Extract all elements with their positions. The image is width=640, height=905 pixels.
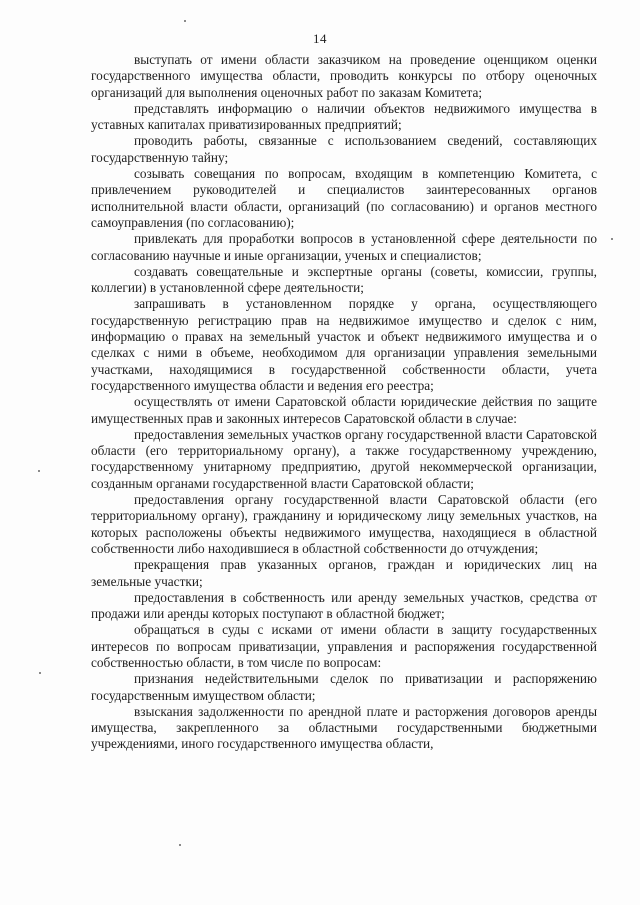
paragraph: предоставления органу государственной власти Саратовской области (его территориальному органу), гражданину и юридическому лицу земельных участков, на которых расположены объекты недвижимого имущества, находящиеся в областной собственности либо находившиеся в областной собственности до отчуждения; [91, 492, 597, 556]
paragraph: созывать совещания по вопросам, входящим в компетенцию Комитета, с привлечением руководителей и специалистов заинтересованных органов исполнительной власти области, организаций (по согласованию) и органов местного самоуправления (по согласованию); [91, 166, 597, 230]
paragraph: создавать совещательные и экспертные органы (советы, комиссии, группы, коллегии) в установленной сфере деятельности; [91, 263, 597, 296]
paragraph: обращаться в суды с исками от имени области в защиту государственных интересов по вопросам приватизации, управления и распоряжения государственной собственностью области, в том числе по вопросам: [91, 622, 597, 670]
paragraph: запрашивать в установленном порядке у органа, осуществляющего государственную регистрацию прав на недвижимое имущество и сделок с ним, информацию о правах на земельный участок и объект недвижимого имущества и о сделках с ними в объеме, необходимом для организации управления земельными участками, находящимися в государственной собственности области, учета государственного имущества области и ведения его реестра; [91, 296, 597, 393]
scan-speck [179, 844, 181, 846]
paragraph: признания недействительными сделок по приватизации и распоряжению государственным имуществом области; [91, 671, 597, 703]
paragraph: привлекать для проработки вопросов в установленной сфере деятельности по согласованию научные и иные организации, ученых и специалистов; [91, 231, 597, 263]
paragraph: представлять информацию о наличии объектов недвижимого имущества в уставных капиталах приватизированных предприятий; [91, 100, 597, 133]
scan-speck [38, 470, 40, 472]
document-body [91, 52, 597, 753]
scan-speck [39, 672, 41, 674]
paragraph: осуществлять от имени Саратовской области юридические действия по защите имущественных прав и законных интересов Саратовской области в случае: [91, 394, 597, 426]
scan-speck [184, 20, 186, 22]
paragraph: проводить работы, связанные с использованием сведений, составляющих государственную тайну; [91, 133, 597, 165]
scan-speck [611, 238, 613, 240]
page-number: 14 [313, 31, 327, 46]
paragraph: предоставления земельных участков органу государственной власти Саратовской области (его территориальному органу), а также государственному учреждению, государственному унитарному предприятию, другой некоммерческой организации, созданным органами государственной власти Саратовской области; [91, 426, 597, 491]
paragraph: выступать от имени области заказчиком на проведение оценщиком оценки государственного имущества области, проводить конкурсы по отбору оценочных организаций для выполнения оценочных работ по заказам Комитета; [91, 52, 597, 100]
paragraph: взыскания задолженности по арендной плате и расторжения договоров аренды имущества, закрепленного за областными государственными бюджетными учреждениями, иного государственного имущества области, [91, 703, 597, 752]
paragraph: прекращения прав указанных органов, граждан и юридических лиц на земельные участки; [91, 557, 597, 589]
paragraph: предоставления в собственность или аренду земельных участков, средства от продажи или аренды которых поступают в областной бюджет; [91, 589, 597, 622]
